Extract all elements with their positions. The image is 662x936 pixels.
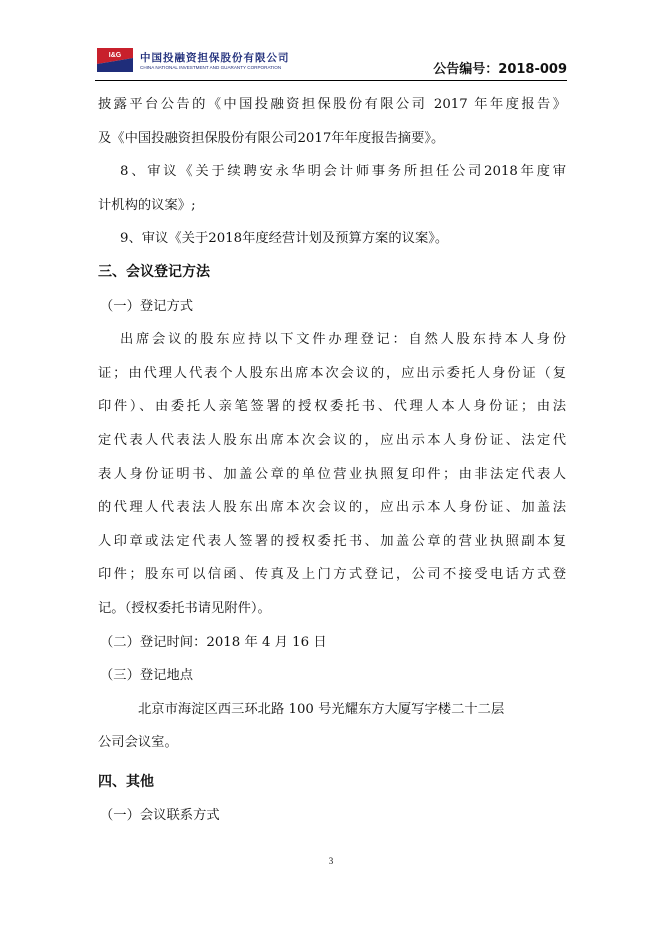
paragraph-line: 证；由代理人代表个人股东出席本次会议的，应出示委托人身份证（复 <box>98 365 566 381</box>
subsection-registration-time: （二）登记时间：2018 年 4 月 16 日 <box>100 634 327 650</box>
subsection-registration-place: （三）登记地点 <box>100 668 194 684</box>
page-number: 3 <box>328 856 334 866</box>
company-name-cn: 中国投融资担保股份有限公司 <box>140 52 290 64</box>
section-heading-registration: 三、会议登记方法 <box>98 263 210 280</box>
paragraph-line: 印件；股东可以信函、传真及上门方式登记，公司不接受电话方式登 <box>98 567 566 583</box>
subsection-registration-method: （一）登记方式 <box>100 298 194 314</box>
paragraph-line: 记。（授权委托书请见附件）。 <box>98 600 271 616</box>
company-name-en: CHINA NATIONAL INVESTMENT AND GUARANTY CORPORATION <box>140 65 282 70</box>
paragraph-line: 印件）、由委托人亲笔签署的授权委托书、代理人本人身份证；由法 <box>98 399 566 415</box>
header-divider <box>95 80 567 81</box>
paragraph-line: 的代理人代表法人股东出席本次会议的，应出示本人身份证、加盖法 <box>98 500 566 516</box>
paragraph-line: 出席会议的股东应持以下文件办理登记：自然人股东持本人身份 <box>120 332 566 348</box>
agenda-item-8: 8、审议《关于续聘安永华明会计师事务所担任公司2018年度审 <box>120 164 566 180</box>
subsection-contact: （一）会议联系方式 <box>100 808 220 824</box>
announcement-number: 公告编号：2018-009 <box>433 62 567 77</box>
document-body <box>98 88 566 833</box>
section-heading-other: 四、其他 <box>98 773 154 790</box>
body-line: 披露平台公告的《中国投融资担保股份有限公司 2017 年年度报告》 <box>98 97 566 112</box>
body-line: 及《中国投融资担保股份有限公司2017年年度报告摘要》。 <box>98 130 445 146</box>
paragraph-line: 人印章或法定代表人签署的授权委托书、加盖公章的营业执照副本复 <box>98 533 566 549</box>
logo-mark-text: I&G <box>108 52 122 59</box>
paragraph-line: 表人身份证明书、加盖公章的单位营业执照复印件；由非法定代表人 <box>98 466 566 482</box>
body-line: 计机构的议案》; <box>98 197 196 213</box>
company-logo-icon <box>97 48 133 72</box>
page-header <box>95 44 567 78</box>
paragraph-line: 定代表人代表法人股东出席本次会议的，应出示本人身份证、法定代 <box>98 432 566 448</box>
address-line: 公司会议室。 <box>98 735 178 751</box>
agenda-item-9: 9、审议《关于2018年度经营计划及预算方案的议案》。 <box>120 231 449 247</box>
address-line: 北京市海淀区西三环北路 100 号光耀东方大厦写字楼二十二层 <box>138 701 505 717</box>
